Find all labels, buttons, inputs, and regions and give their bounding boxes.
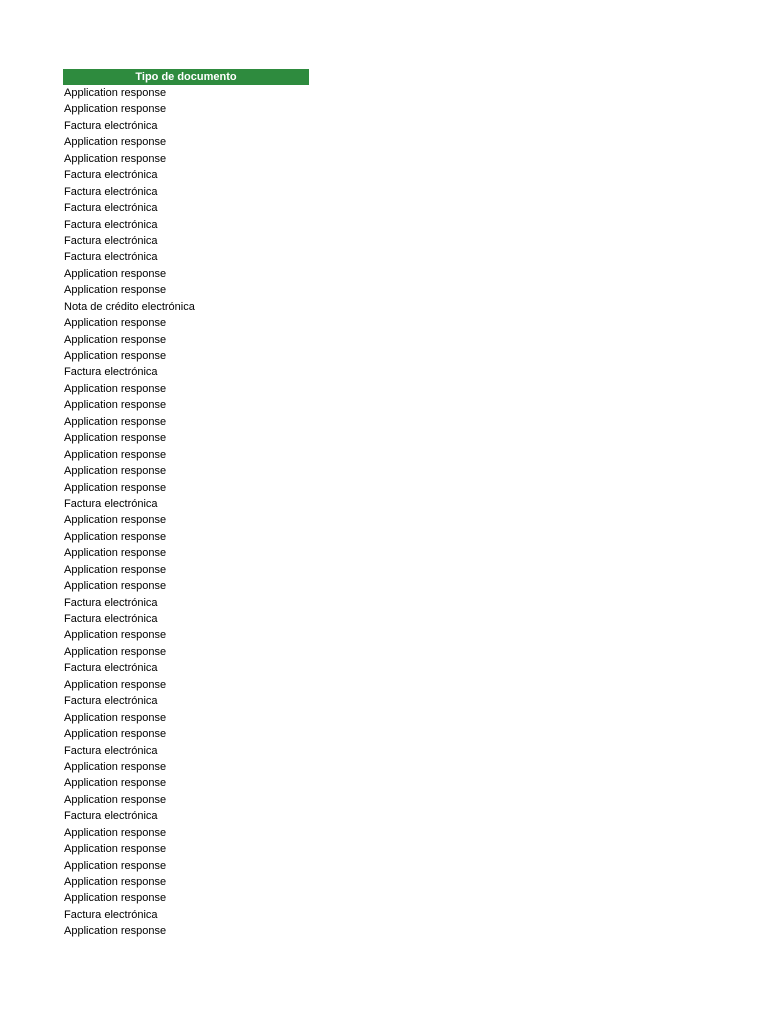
table-row: Application response	[64, 925, 167, 938]
table-row: Factura electrónica	[64, 202, 158, 215]
table-row: Factura electrónica	[64, 908, 158, 921]
table-row: Application response	[64, 432, 167, 445]
table-row: Application response	[64, 760, 167, 773]
table-row: Application response	[64, 514, 167, 527]
table-row: Application response	[64, 350, 167, 362]
table-row: Application response	[64, 826, 167, 839]
table-row: Factura electrónica	[64, 218, 158, 231]
table-row: Application response	[64, 103, 167, 116]
table-row: Application response	[64, 448, 167, 461]
table-row: Factura electrónica	[64, 613, 158, 625]
table-row: Application response	[64, 465, 167, 478]
table-row: Factura electrónica	[64, 744, 158, 757]
table-row: Application response	[64, 399, 167, 412]
table-row: Factura electrónica	[64, 251, 158, 264]
table-row: Factura electrónica	[64, 695, 158, 708]
document-type-table	[63, 69, 309, 940]
table-row: Factura electrónica	[64, 119, 158, 132]
table-row: Application response	[64, 777, 167, 790]
table-row: Application response	[64, 284, 167, 297]
table-row: Application response	[64, 481, 167, 494]
table-row: Application response	[64, 629, 167, 642]
table-row: Application response	[64, 87, 167, 99]
table-row: Factura electrónica	[64, 497, 158, 510]
table-row: Application response	[64, 728, 167, 741]
table-row: Application response	[64, 580, 167, 593]
table-row: Application response	[64, 317, 167, 330]
table-row: Application response	[64, 152, 167, 165]
table-row: Application response	[64, 859, 167, 872]
table-row: Application response	[64, 530, 167, 543]
table-row: Application response	[64, 415, 167, 428]
table-row: Application response	[64, 333, 167, 346]
table-row: Factura electrónica	[64, 596, 158, 609]
table-row: Factura electrónica	[64, 810, 158, 823]
table-row: Nota de crédito electrónica	[64, 300, 195, 313]
table-row: Factura electrónica	[64, 169, 158, 182]
table-row: Factura electrónica	[64, 234, 158, 247]
table-row: Application response	[64, 892, 167, 905]
table-row: Factura electrónica	[64, 185, 158, 198]
table-row: Application response	[64, 645, 167, 658]
table-row: Factura electrónica	[64, 662, 158, 675]
table-row: Application response	[64, 711, 167, 724]
table-row: Application response	[64, 678, 167, 691]
table-row: Application response	[64, 547, 167, 560]
table-row: Application response	[64, 563, 167, 576]
table-row: Factura electrónica	[64, 366, 158, 379]
document-type-list	[63, 85, 309, 940]
table-row: Application response	[64, 793, 167, 806]
column-header-document-type: Tipo de documento	[63, 69, 309, 85]
table-row: Application response	[64, 382, 167, 395]
table-row: Application response	[64, 136, 167, 149]
table-row: Application response	[64, 876, 167, 888]
table-row: Application response	[64, 267, 167, 280]
table-row: Application response	[64, 843, 167, 856]
